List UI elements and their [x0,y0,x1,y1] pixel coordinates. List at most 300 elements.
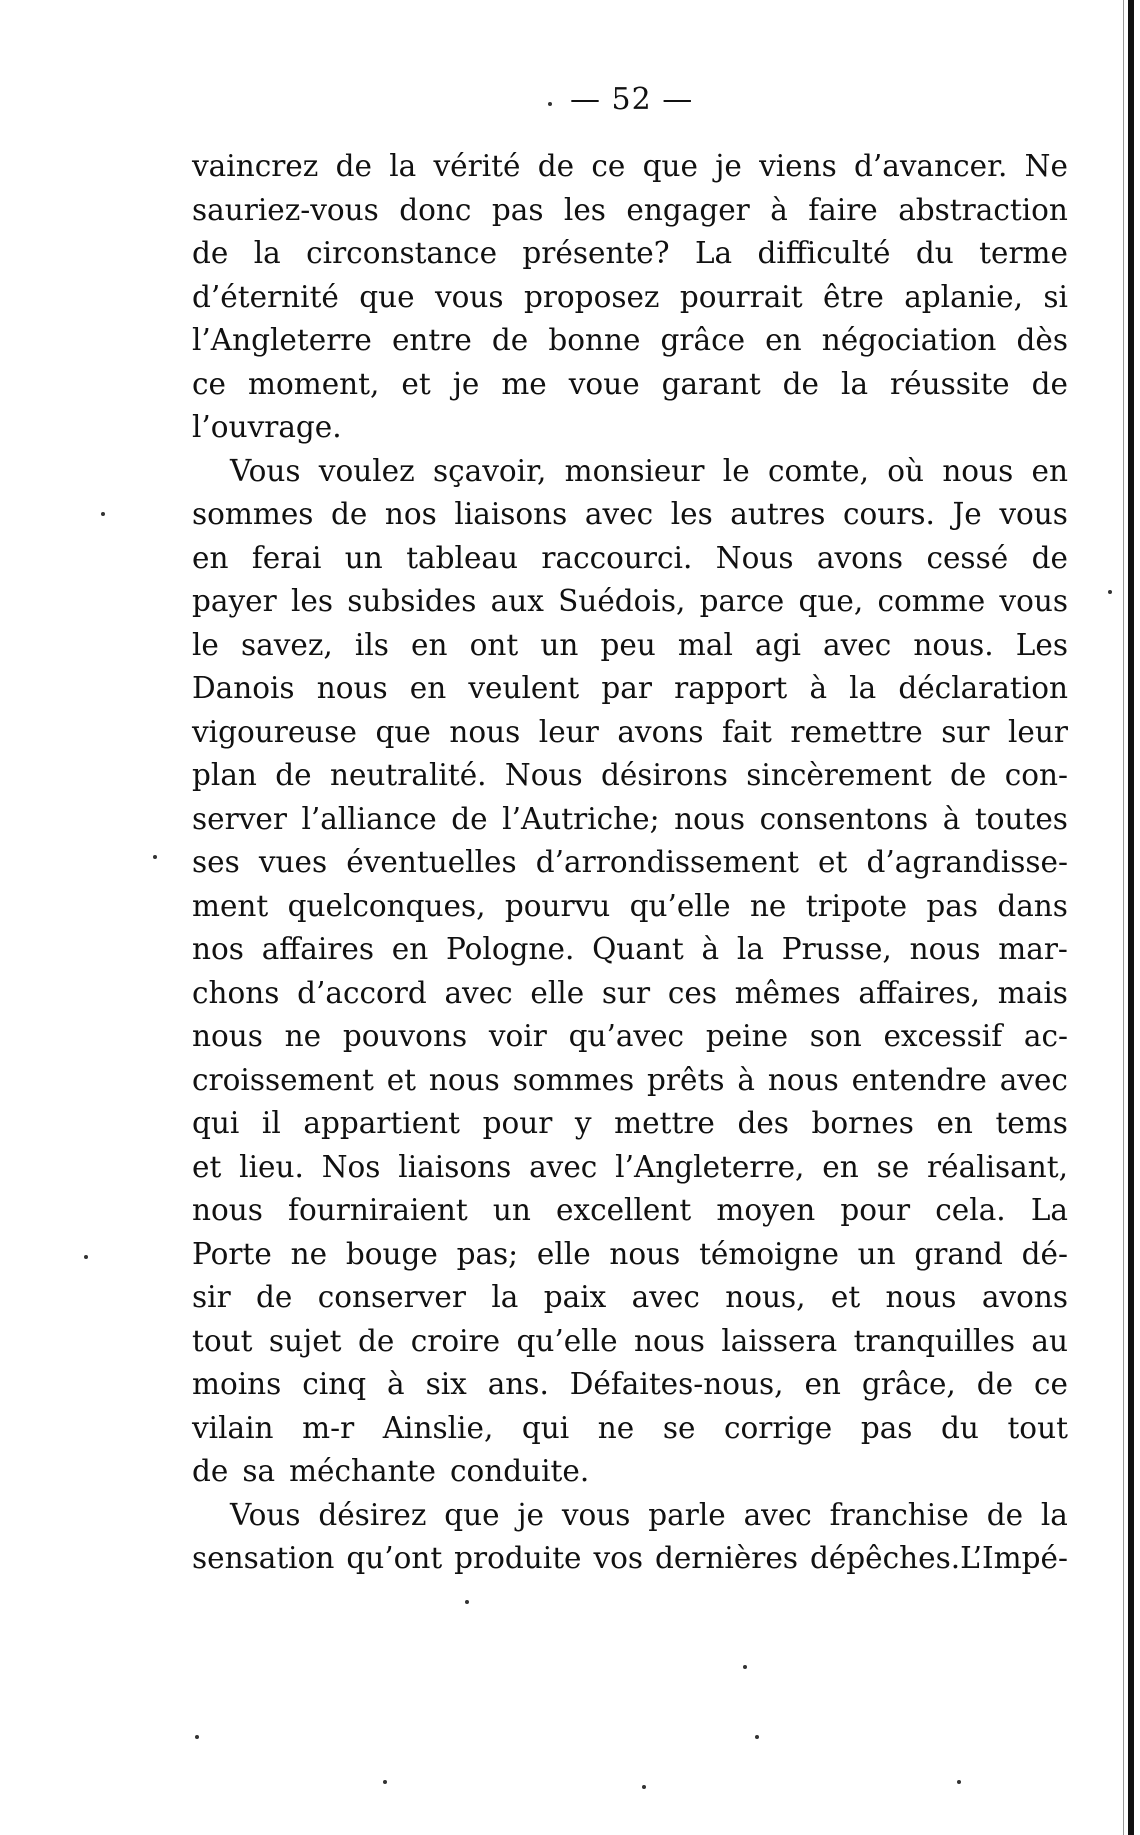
word: négociation [821,323,997,357]
word: la [849,671,877,705]
word: cours. [843,497,935,531]
scan-speck [195,1735,199,1739]
text-line [192,580,1068,624]
word: que [359,279,415,314]
scan-speck [548,102,552,106]
word: des [737,1106,789,1140]
word: parce [699,584,785,618]
word: nous [674,801,746,836]
word: de [335,149,372,183]
word: que [375,714,431,749]
word: grâce, [861,1367,956,1401]
scan-speck [101,512,105,516]
word: et [192,1149,222,1184]
word: à [387,1367,405,1401]
word: nous [316,671,388,705]
text-line [192,1059,1068,1103]
word: Défaites-nous, [569,1367,784,1401]
word: bonne [548,323,641,357]
word: avons [981,1280,1068,1314]
word: d’agrandisse- [866,845,1068,879]
word: la [491,1280,519,1314]
word: grâce [660,323,746,357]
word: franchise [829,1497,969,1532]
word: je [452,366,480,401]
word: ce [192,366,226,401]
word: sensation [192,1541,335,1575]
word: elle [530,975,585,1010]
text-line [192,363,1068,407]
word: qu’ont [346,1541,443,1575]
word: server [192,801,287,836]
page-edge-border [1128,0,1134,1835]
word: toutes [974,801,1068,836]
word: à [737,1062,755,1097]
word: voir [488,1019,547,1053]
word: l’ouvrage. [192,410,342,444]
word: en [822,1149,859,1184]
text-line [192,1276,1068,1320]
text-line [192,1015,1068,1059]
word: pour [840,1193,911,1227]
word: mais [997,975,1068,1010]
word: ne [284,1019,322,1053]
word: d’accord [297,975,427,1010]
text-line [192,406,1068,450]
word: neutralité. [329,758,487,792]
word: que [642,149,698,183]
word: d’éternité [192,279,339,314]
word: conduite. [449,1454,590,1488]
word: nous [428,1062,500,1097]
word: avec [743,1497,812,1532]
scan-speck [383,1780,387,1784]
word: il [261,1106,281,1140]
word: par [601,671,652,705]
word: en [804,1367,841,1401]
word: bouge [345,1236,438,1271]
word: terme [979,236,1068,270]
word: pas [926,888,979,923]
word: aplanie, [904,279,1023,314]
word: mettre [614,1106,715,1140]
scan-speck [465,1600,469,1604]
word: Ne [1024,149,1068,183]
word: les [563,192,606,227]
word: nous [449,714,521,749]
word: ces [667,975,717,1010]
word: donc [399,192,472,227]
text-line [192,711,1068,755]
word: les [290,584,334,618]
word: comte, [768,453,869,488]
word: Prusse, [781,932,892,966]
word: nos [384,497,437,531]
word: m-r [302,1410,355,1445]
text-line [192,145,1068,189]
scan-speck [84,1255,88,1259]
word: en [411,627,448,662]
word: du [941,1410,979,1445]
word: tems [995,1106,1068,1140]
word: ne [597,1410,635,1445]
word: bornes [811,1106,914,1140]
text-line [192,1407,1068,1451]
word: excellent [555,1193,692,1227]
word: de [782,366,820,401]
text-line [192,798,1068,842]
word: de [950,758,987,792]
word: sur [941,714,990,749]
word: nous [633,1323,705,1358]
word: y [574,1106,592,1140]
word: pour [482,1106,553,1140]
word: avons [617,714,704,749]
word: Suédois, [558,584,686,618]
word: entendre [851,1062,987,1097]
word: parle [648,1497,726,1532]
text-line [192,232,1068,276]
word: sur [601,975,651,1010]
word: Vous [230,1497,301,1532]
word: avec [823,627,892,662]
word: croissement [192,1062,374,1097]
word: et [818,845,848,879]
text-line [192,1102,1068,1146]
word: vous [999,584,1068,618]
word: je [715,149,742,183]
word: se [662,1410,696,1445]
word: fourniraient [288,1193,468,1227]
text-line [192,450,1068,494]
word: circonstance [306,236,498,270]
word: faire [808,192,878,227]
word: consentons [759,801,929,836]
word: mêmes [734,975,841,1010]
word: leur [538,714,599,749]
word: vilain [192,1410,274,1445]
word: agi [755,627,801,662]
word: paix [543,1280,607,1314]
text-line [192,667,1068,711]
word: éventuelles [346,845,517,879]
word: prêts [647,1062,725,1097]
word: qui [192,1106,240,1140]
word: la [253,236,281,270]
word: Nous [715,540,794,575]
word: en [936,1106,973,1140]
word: moins [192,1367,282,1401]
word: Nos [321,1149,381,1184]
page-number-header: — 52 — [570,82,694,117]
word: voue [568,366,640,401]
text-line [192,276,1068,320]
text-line [192,1494,1068,1538]
word: La [1030,1193,1068,1227]
page-edge-line [1123,0,1124,1835]
text-line [192,1233,1068,1277]
word: affaires, [858,975,981,1010]
word: avons [816,540,904,575]
word: vous [434,279,504,314]
word: ont [469,627,519,662]
word: Ainslie, [382,1410,494,1445]
word: nous [609,1236,681,1271]
word: veulent [468,671,580,705]
word: cela. [935,1193,1006,1227]
body-text [192,145,1068,1581]
text-line [192,624,1068,668]
word: fait [722,714,772,749]
word: de [986,1497,1024,1532]
word: de [192,236,229,270]
word: affaires [261,932,374,966]
text-line [192,1537,1068,1581]
text-line [192,189,1068,233]
word: subsides [347,584,477,618]
word: rapport [674,671,788,705]
word: dans [997,888,1068,923]
word: sçavoir, [432,453,547,488]
word: de [537,149,575,183]
word: aux [490,584,544,618]
word: tranquilles [853,1323,1015,1358]
word: au [1031,1323,1068,1358]
scan-speck [755,1735,759,1739]
word: témoigne [699,1236,839,1271]
word: de [331,497,368,531]
word: nous [767,1062,839,1097]
word: de [357,1323,395,1358]
word: cessé [926,540,1009,575]
word: nous [885,1280,957,1314]
word: liaisons [454,497,568,531]
scan-speck [1108,590,1112,594]
word: ac- [1023,1019,1068,1053]
word: produite [454,1541,582,1575]
text-line [192,1146,1068,1190]
word: moyen [716,1193,816,1227]
word: à [701,932,720,966]
word: se [876,1149,910,1184]
word: de [192,1454,229,1488]
word: ne [290,1236,328,1271]
word: proposez [523,279,660,314]
word: nous, [725,1280,806,1314]
word: que, [798,584,864,618]
word: un [492,1193,531,1227]
word: Danois [192,671,295,705]
text-line [192,841,1068,885]
scan-speck [153,855,157,859]
word: nos [192,932,244,966]
word: vues [258,845,328,879]
word: pas [491,192,544,227]
word: Quant [592,932,684,966]
word: désirons [600,758,728,792]
word: liaisons [398,1149,512,1184]
word: difficulté [757,236,891,270]
word: vaincrez [192,149,319,183]
word: abstraction [898,192,1068,227]
word: avec [584,497,654,531]
word: quelconques, [287,888,486,923]
word: mar- [998,932,1068,966]
word: je [517,1497,545,1532]
text-line [192,537,1068,581]
word: à [809,671,828,705]
word: de [1031,540,1068,575]
word: ses [192,845,240,879]
text-line [192,1320,1068,1364]
word: sommes [512,1062,635,1097]
word: de [451,801,488,836]
word: un [857,1236,896,1271]
word: nous [192,1019,263,1053]
word: et [386,1062,417,1097]
word: déclaration [898,671,1068,705]
word: mal [677,627,733,662]
text-line [192,754,1068,798]
word: viens [759,149,837,183]
word: payer [192,584,277,618]
word: excessif [883,1019,1003,1053]
word: présente? [522,236,670,270]
word: tableau [406,540,519,575]
text-line [192,885,1068,929]
word: plan [192,758,257,792]
word: corrige [723,1410,833,1445]
text-line [192,1189,1068,1233]
word: pas [860,1410,913,1445]
scan-speck [642,1785,646,1789]
word: garant [661,366,761,401]
word: dé- [1021,1236,1068,1271]
word: qu’avec [568,1019,685,1053]
word: tout [1007,1410,1068,1445]
word: croire [410,1323,501,1358]
word: pouvons [342,1019,468,1053]
word: sa [242,1454,276,1488]
word: ment [192,888,269,923]
word: peine [705,1019,789,1053]
word: de [976,1367,1014,1401]
word: Les [1015,627,1068,662]
word: sommes [192,497,314,531]
word: si [1043,279,1068,314]
word: sir [192,1280,231,1314]
word: raccourci. [541,540,693,575]
word: l’Angleterre, [615,1149,805,1184]
word: pourrait [679,279,803,314]
word: elle [536,1236,591,1271]
word: ce [1034,1367,1068,1401]
word: sujet [268,1323,342,1358]
word: autres [730,497,826,531]
word: lieu. [239,1149,304,1184]
word: leur [1008,714,1068,749]
word: la [736,932,764,966]
word: ne [749,888,787,923]
word: en [1031,453,1068,488]
word: Vous [230,453,301,488]
word: comme [877,584,986,618]
word: désirez [318,1497,427,1532]
word: Je [952,497,982,531]
word: son [809,1019,862,1053]
word: entre [391,323,472,357]
word: où [887,453,925,488]
word: six [425,1367,467,1401]
word: dès [1016,323,1068,357]
word: moment, [247,366,380,401]
word: qu’elle [629,888,731,923]
word: con- [1004,758,1068,792]
word: en [391,932,429,966]
word: Nous [504,758,583,792]
word: pourvu [504,888,611,923]
text-line [192,1363,1068,1407]
word: nous [192,1193,263,1227]
word: réalisant, [927,1149,1068,1184]
word: les [670,497,713,531]
word: de [275,758,312,792]
text-line [192,972,1068,1016]
word: sauriez-vous [192,192,379,227]
word: qu’elle [516,1323,618,1358]
word: avec [631,1280,700,1314]
word: être [822,279,884,314]
word: à [942,801,961,836]
word: d’arrondissement [535,845,799,879]
word: vous [999,497,1068,531]
word: l’Autriche; [502,801,660,836]
word: engager [626,192,750,227]
word: dernières [654,1541,799,1575]
word: voulez [318,453,415,488]
word: ans. [487,1367,549,1401]
word: appartient [303,1106,461,1140]
word: avec [529,1149,598,1184]
word: que [444,1497,500,1532]
word: dépêches.L’Impé- [809,1541,1068,1575]
word: remettre [790,714,923,749]
word: méchante [289,1454,436,1488]
word: qui [521,1410,570,1445]
word: me [501,366,547,401]
word: vigoureuse [192,714,357,749]
word: réussite [890,366,1010,401]
word: ferai [251,540,322,575]
word: et [830,1280,861,1314]
text-line [192,1450,1068,1494]
word: conserver [317,1280,466,1314]
word: peu [600,627,656,662]
word: et [401,366,431,401]
word: de [1031,366,1068,401]
word: nous [909,932,981,966]
text-line [192,493,1068,537]
word: Porte [192,1236,272,1271]
word: laissera [721,1323,838,1358]
word: en [765,323,802,357]
word: grand [914,1236,1003,1271]
word: l’Angleterre [192,323,372,357]
text-line [192,928,1068,972]
word: du [915,236,954,270]
word: nous [942,453,1014,488]
word: en [409,671,447,705]
